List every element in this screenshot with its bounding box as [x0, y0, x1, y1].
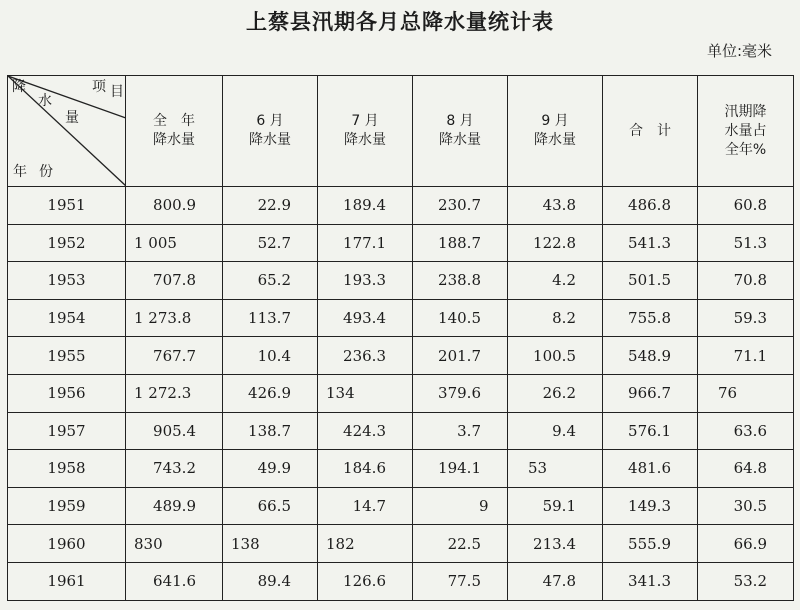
cell-pct: 70.8 [698, 262, 794, 300]
cell-jun: 22.9 [223, 187, 318, 225]
cell-year: 1959 [8, 487, 126, 525]
cell-jun: 113.7 [223, 299, 318, 337]
cell-annual: 707.8 [126, 262, 223, 300]
cell-jul: 177.1 [318, 224, 413, 262]
rainfall-table [7, 75, 794, 601]
cell-jun: 10.4 [223, 337, 318, 375]
cell-jul: 189.4 [318, 187, 413, 225]
cell-sep: 59.1 [508, 487, 603, 525]
cell-jul: 424.3 [318, 412, 413, 450]
cell-total: 966.7 [603, 374, 698, 412]
cell-annual: 800.9 [126, 187, 223, 225]
header-annual: 全 年 降水量 [126, 76, 223, 187]
header-jun: 6 月 降水量 [223, 76, 318, 187]
cell-total: 548.9 [603, 337, 698, 375]
cell-jul: 193.3 [318, 262, 413, 300]
cell-year: 1952 [8, 224, 126, 262]
cell-year: 1960 [8, 525, 126, 563]
cell-aug: 379.6 [413, 374, 508, 412]
table-row [8, 337, 794, 375]
table-row [8, 374, 794, 412]
cell-sep: 43.8 [508, 187, 603, 225]
table-row [8, 412, 794, 450]
table-row [8, 487, 794, 525]
cell-jul: 182 [318, 525, 413, 563]
page-title: 上蔡县汛期各月总降水量统计表 [246, 10, 554, 34]
corner-label-shui: 水 [38, 93, 52, 109]
header-row [8, 76, 794, 187]
table-row [8, 224, 794, 262]
cell-jul: 14.7 [318, 487, 413, 525]
cell-jun: 52.7 [223, 224, 318, 262]
header-aug: 8 月 降水量 [413, 76, 508, 187]
cell-aug: 194.1 [413, 450, 508, 488]
cell-aug: 22.5 [413, 525, 508, 563]
cell-aug: 140.5 [413, 299, 508, 337]
corner-label-liang: 量 [65, 110, 79, 126]
corner-label-jiang: 降 [12, 79, 26, 95]
table-row [8, 187, 794, 225]
cell-pct: 30.5 [698, 487, 794, 525]
cell-annual: 1 272.3 [126, 374, 223, 412]
cell-jun: 65.2 [223, 262, 318, 300]
cell-total: 501.5 [603, 262, 698, 300]
corner-header-cell [8, 76, 126, 187]
cell-sep: 9.4 [508, 412, 603, 450]
cell-year: 1951 [8, 187, 126, 225]
cell-jun: 89.4 [223, 562, 318, 600]
cell-annual: 1 005 [126, 224, 223, 262]
cell-aug: 3.7 [413, 412, 508, 450]
cell-jul: 236.3 [318, 337, 413, 375]
cell-jul: 134 [318, 374, 413, 412]
cell-aug: 230.7 [413, 187, 508, 225]
cell-pct: 51.3 [698, 224, 794, 262]
corner-label-mu: 目 [110, 84, 124, 100]
cell-aug: 77.5 [413, 562, 508, 600]
table-row [8, 299, 794, 337]
cell-year: 1953 [8, 262, 126, 300]
cell-annual: 830 [126, 525, 223, 563]
cell-year: 1954 [8, 299, 126, 337]
cell-sep: 122.8 [508, 224, 603, 262]
table-row [8, 562, 794, 600]
cell-aug: 201.7 [413, 337, 508, 375]
cell-annual: 489.9 [126, 487, 223, 525]
cell-pct: 64.8 [698, 450, 794, 488]
header-sep: 9 月 降水量 [508, 76, 603, 187]
cell-aug: 238.8 [413, 262, 508, 300]
header-jul: 7 月 降水量 [318, 76, 413, 187]
cell-total: 555.9 [603, 525, 698, 563]
cell-annual: 767.7 [126, 337, 223, 375]
cell-jun: 66.5 [223, 487, 318, 525]
cell-jun: 49.9 [223, 450, 318, 488]
cell-aug: 188.7 [413, 224, 508, 262]
cell-year: 1955 [8, 337, 126, 375]
cell-aug: 9 [413, 487, 508, 525]
cell-sep: 53 [508, 450, 603, 488]
cell-sep: 8.2 [508, 299, 603, 337]
cell-jun: 138 [223, 525, 318, 563]
cell-total: 149.3 [603, 487, 698, 525]
cell-year: 1961 [8, 562, 126, 600]
cell-jul: 126.6 [318, 562, 413, 600]
cell-year: 1956 [8, 374, 126, 412]
header-pct: 汛期降 水量占 全年% [698, 76, 794, 187]
cell-annual: 641.6 [126, 562, 223, 600]
cell-sep: 213.4 [508, 525, 603, 563]
cell-sep: 100.5 [508, 337, 603, 375]
cell-year: 1957 [8, 412, 126, 450]
cell-total: 341.3 [603, 562, 698, 600]
cell-pct: 59.3 [698, 299, 794, 337]
table-row [8, 525, 794, 563]
header-total: 合 计 [603, 76, 698, 187]
unit-label: 单位:毫米 [706, 42, 772, 60]
cell-jul: 184.6 [318, 450, 413, 488]
cell-sep: 4.2 [508, 262, 603, 300]
cell-jun: 138.7 [223, 412, 318, 450]
cell-pct: 60.8 [698, 187, 794, 225]
cell-pct: 66.9 [698, 525, 794, 563]
cell-sep: 47.8 [508, 562, 603, 600]
cell-total: 755.8 [603, 299, 698, 337]
cell-jul: 493.4 [318, 299, 413, 337]
cell-annual: 1 273.8 [126, 299, 223, 337]
cell-pct: 63.6 [698, 412, 794, 450]
table-row [8, 450, 794, 488]
corner-label-nian: 年 [13, 164, 27, 180]
cell-sep: 26.2 [508, 374, 603, 412]
cell-pct: 53.2 [698, 562, 794, 600]
cell-annual: 905.4 [126, 412, 223, 450]
corner-label-xiang: 项 [92, 79, 106, 95]
cell-year: 1958 [8, 450, 126, 488]
corner-label-fen: 份 [39, 164, 53, 180]
cell-pct: 76 [698, 374, 794, 412]
table-row [8, 262, 794, 300]
cell-total: 541.3 [603, 224, 698, 262]
cell-total: 576.1 [603, 412, 698, 450]
cell-total: 486.8 [603, 187, 698, 225]
cell-jun: 426.9 [223, 374, 318, 412]
cell-annual: 743.2 [126, 450, 223, 488]
cell-pct: 71.1 [698, 337, 794, 375]
cell-total: 481.6 [603, 450, 698, 488]
